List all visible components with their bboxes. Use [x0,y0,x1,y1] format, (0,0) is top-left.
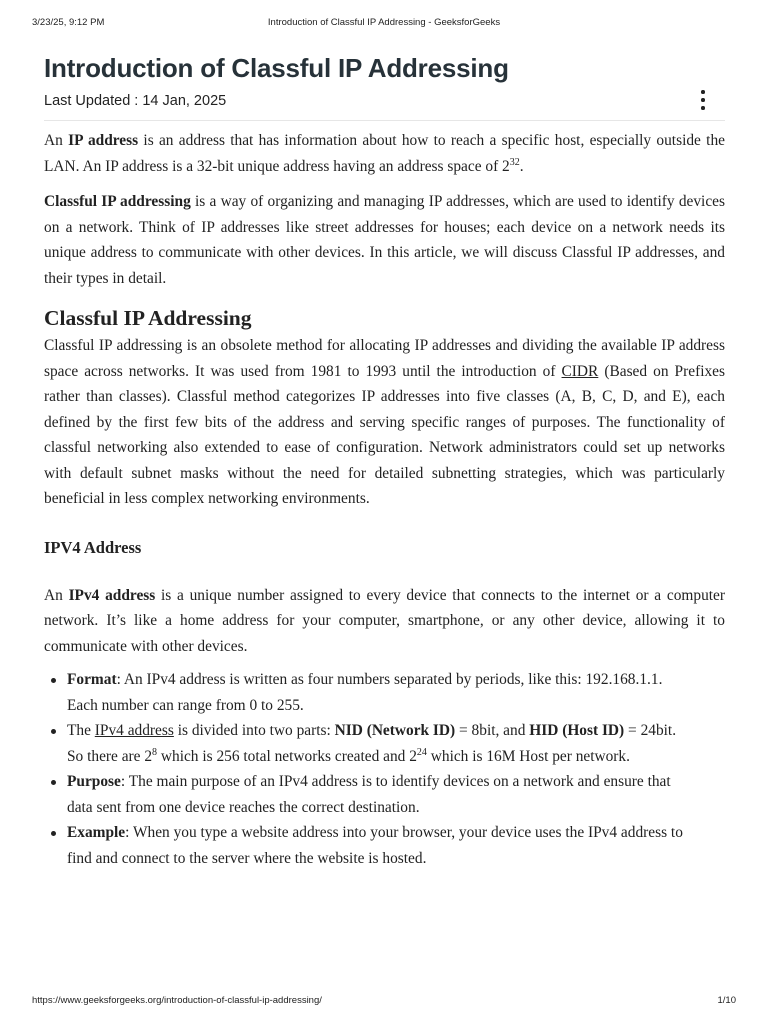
section-heading-classful: Classful IP Addressing [44,306,252,330]
intro-paragraph: An IP address is an address that has information about how to reach a specific host, especially outside the LAN. An IP address is a 32-bit unique address having an address space of $2^{32}$. [44,132,725,175]
section-heading-ipv4: IPV4 Address [44,537,142,557]
bullet-icon [51,678,56,683]
page-title: Introduction of Classful IP Addressing [44,53,509,83]
cidr-link[interactable]: CIDR [561,362,599,380]
ipv4-paragraph: An IPv4 address is a unique number assigned to every device that connects to the internet or a computer network. It’s like a home address for your computer, smartphone, or any other device, allowing it to communicate with other devices. [44,586,725,655]
bullet-icon [51,780,56,785]
article [44,52,725,871]
bullet-icon [51,729,56,734]
ipv4-bullet-list [44,667,725,871]
print-footer [32,995,736,1009]
page-number: 1/10 [717,995,736,1006]
list-item-purpose: Purpose: The main purpose of an IPv4 address is to identify devices on a network and ensure that data sent from one device reaches the correct destination. [67,769,725,820]
more-options-button[interactable] [695,88,711,112]
bullet-icon [51,831,56,836]
last-updated: Last Updated : 14 Jan, 2025 [44,93,227,109]
classful-paragraph: Classful IP addressing is an obsolete method for allocating IP addresses and dividing the available IP address space across networks. It was used from 1981 to 1993 until the introduction of CIDR (Based on Prefixes rather than classes). Classful method categorizes IP addresses into five classes (A, B, C, D, and E), each defined by the first few bits of the address and serving specific ranges of purposes. The functionality of classful networking also extended to ease of configuration. Network administrators could set up networks with default subnet masks without the need for detailed subnetting strategies, which was particularly beneficial in less complex networking environments. [44,337,725,507]
print-url: https://www.geeksforgeeks.org/introduction-of-classful-ip-addressing/ [32,995,322,1006]
ipv4-address-link[interactable]: IPv4 address [94,722,174,739]
print-header [32,17,736,31]
list-item-parts: The IPv4 address is divided into two parts: NID (Network ID) = 8bit, and HID (Host ID) = 24bit. So there are $2^8$ which is 256 total networks created and $2^{24}$ which is 16M Host per network. [67,718,725,769]
list-item-format: Format: An IPv4 address is written as four numbers separated by periods, like this: 192.168.1.1. Each number can range from 0 to 255. [67,667,725,718]
list-item-example: Example: When you type a website address into your browser, your device uses the IPv4 address to find and connect to the server where the website is hosted. [67,820,725,871]
classful-definition-paragraph: Classful IP addressing is a way of organizing and managing IP addresses, which are used to identify devices on a network. Think of IP addresses like street addresses for houses; each device on a network needs its unique address to communicate with other devices. In this article, we will discuss Classful IP addresses, and their types in detail. [44,193,725,287]
print-page-title: Introduction of Classful IP Addressing - GeeksforGeeks [267,17,501,28]
article-meta [44,90,725,121]
print-datetime: 3/23/25, 9:12 PM [32,17,105,28]
